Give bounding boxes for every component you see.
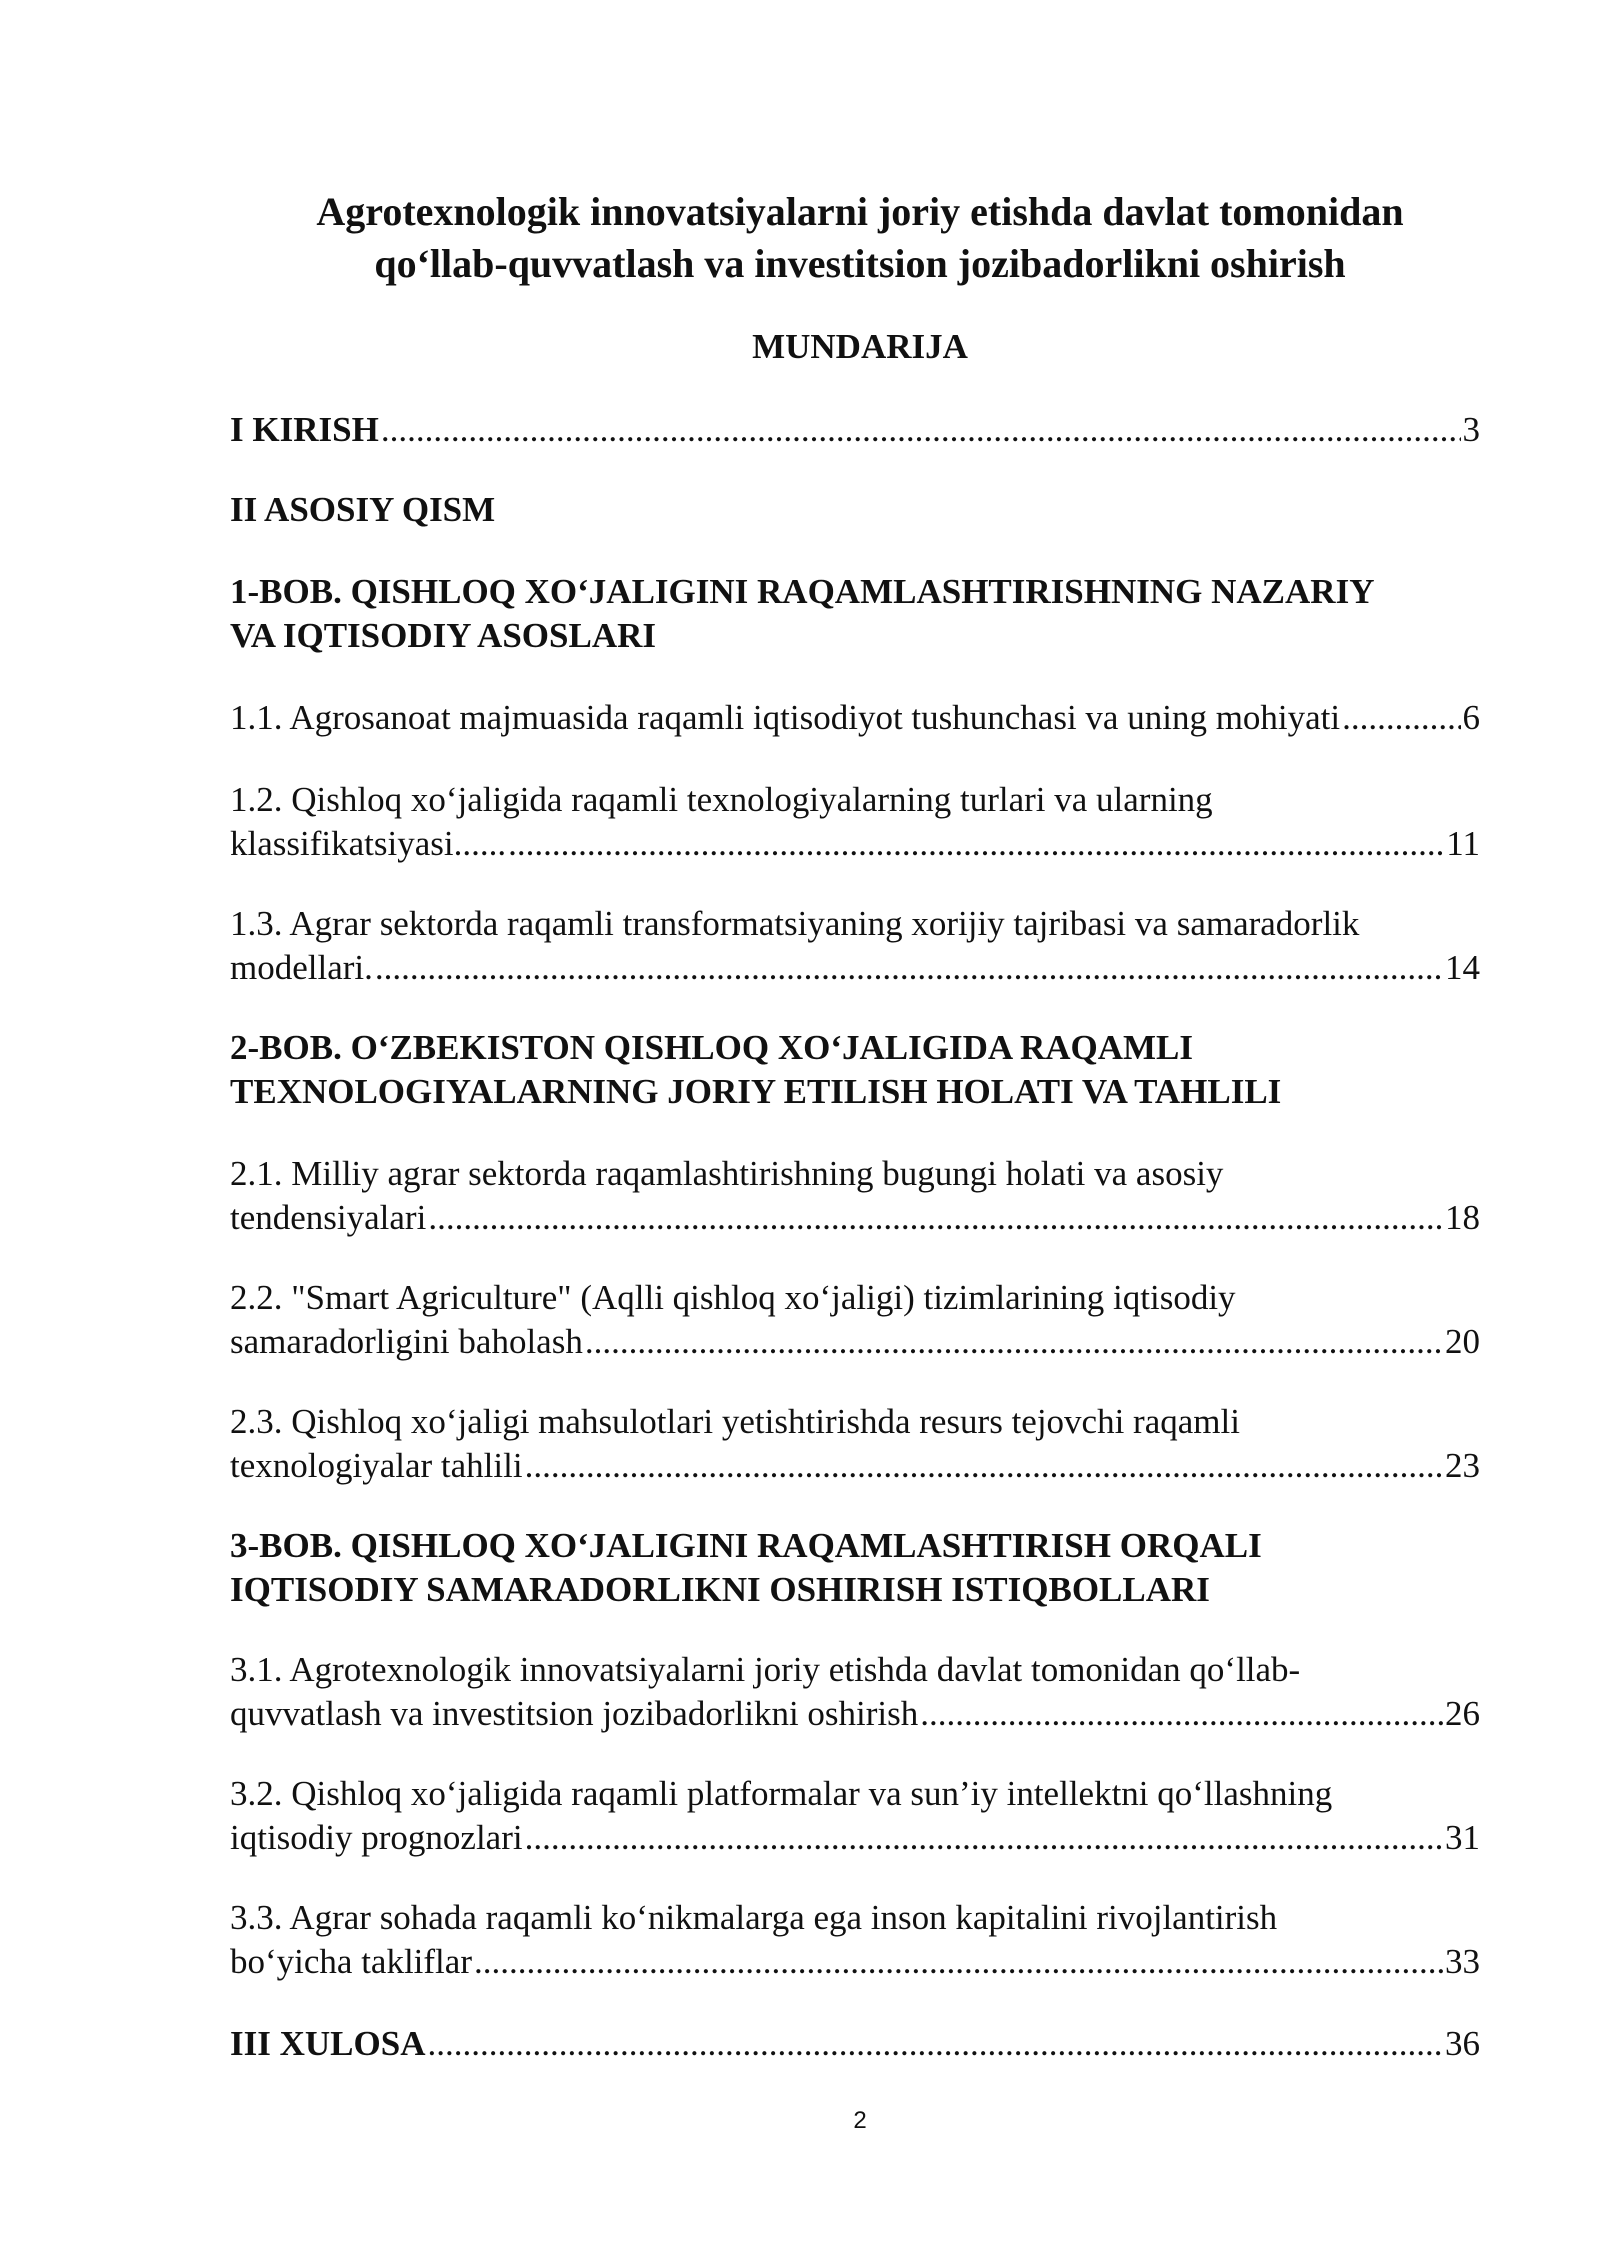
toc-entry-3-1-line-1: 3.1. Agrotexnologik innovatsiyalarni joriy etishda davlat tomonidan qo‘llab- bbox=[230, 1650, 1301, 1689]
dot-leader bbox=[508, 822, 1444, 866]
toc-page-number: 20 bbox=[1445, 1322, 1480, 1361]
toc-entry-2-2[interactable] bbox=[230, 1320, 1480, 1364]
toc-entry-label: I KIRISH bbox=[230, 410, 379, 449]
toc-entry-3-3-line-1: 3.3. Agrar sohada raqamli ko‘nikmalarga ega inson kapitalini rivojlantirish bbox=[230, 1898, 1278, 1937]
document-title bbox=[200, 186, 1520, 290]
chapter-2-heading-line-1: 2-BOB. O‘ZBEKISTON QISHLOQ XO‘JALIGIDA RAQAMLI bbox=[230, 1028, 1193, 1067]
toc-page-number: 3 bbox=[1462, 410, 1480, 449]
toc-entry-1-2-line-1: 1.2. Qishloq xo‘jaligida raqamli texnologiyalarning turlari va ularning bbox=[230, 780, 1213, 819]
toc-entry-label: samaradorligini baholash bbox=[230, 1322, 583, 1361]
toc-entry-label: III XULOSA bbox=[230, 2024, 426, 2063]
toc-entry-label: quvvatlash va investitsion jozibadorlikni oshirish bbox=[230, 1694, 919, 1733]
dot-leader bbox=[525, 1816, 1443, 1860]
toc-entry-3-3[interactable] bbox=[230, 1940, 1480, 1984]
toc-entry-2-3[interactable] bbox=[230, 1444, 1480, 1488]
toc-page-number: 11 bbox=[1446, 824, 1480, 863]
chapter-1-heading-line-2: VA IQTISODIY ASOSLARI bbox=[230, 616, 656, 655]
chapter-3-heading-line-1: 3-BOB. QISHLOQ XO‘JALIGINI RAQAMLASHTIRISH ORQALI bbox=[230, 1526, 1262, 1565]
toc-section-asosiy: II ASOSIY QISM bbox=[230, 490, 496, 529]
dot-leader bbox=[375, 946, 1443, 990]
dot-leader bbox=[427, 2022, 1443, 2066]
dot-leader bbox=[920, 1692, 1443, 1736]
title-line-1: Agrotexnologik innovatsiyalarni joriy etishda davlat tomonidan bbox=[316, 189, 1404, 234]
toc-entry-label: modellari. bbox=[230, 948, 373, 987]
dot-leader bbox=[428, 1196, 1443, 1240]
toc-page-number: 36 bbox=[1445, 2024, 1480, 2063]
toc-entry-3-2[interactable] bbox=[230, 1816, 1480, 1860]
dot-leader bbox=[525, 1444, 1443, 1488]
chapter-3-heading-line-2: IQTISODIY SAMARADORLIKNI OSHIRISH ISTIQBOLLARI bbox=[230, 1570, 1210, 1609]
toc-entry-label: iqtisodiy prognozlari bbox=[230, 1818, 523, 1857]
toc-page-number: 6 bbox=[1462, 698, 1480, 737]
toc-entry-label: bo‘yicha takliflar bbox=[230, 1942, 472, 1981]
toc-page-number: 23 bbox=[1445, 1446, 1480, 1485]
toc-page-number: 33 bbox=[1445, 1942, 1480, 1981]
dot-leader bbox=[585, 1320, 1443, 1364]
toc-entry-xulosa[interactable] bbox=[230, 2022, 1480, 2066]
toc-entry-kirish[interactable] bbox=[230, 408, 1480, 452]
dot-leader bbox=[474, 1940, 1443, 1984]
dot-leader bbox=[381, 408, 1461, 452]
toc-page-number: 18 bbox=[1445, 1198, 1480, 1237]
toc-entry-3-2-line-1: 3.2. Qishloq xo‘jaligida raqamli platformalar va sun’iy intellektni qo‘llashning bbox=[230, 1774, 1333, 1813]
toc-entry-label: 1.1. Agrosanoat majmuasida raqamli iqtisodiyot tushunchasi va uning mohiyati bbox=[230, 698, 1341, 737]
toc-entry-2-2-line-1: 2.2. "Smart Agriculture" (Aqlli qishloq xo‘jaligi) tizimlarining iqtisodiy bbox=[230, 1278, 1236, 1317]
toc-entry-2-3-line-1: 2.3. Qishloq xo‘jaligi mahsulotlari yetishtirishda resurs tejovchi raqamli bbox=[230, 1402, 1240, 1441]
toc-page-number: 26 bbox=[1445, 1694, 1480, 1733]
dot-leader bbox=[1342, 696, 1460, 740]
toc-entry-1-2[interactable] bbox=[230, 822, 1480, 866]
toc-entry-1-3[interactable] bbox=[230, 946, 1480, 990]
chapter-2-heading-line-2: TEXNOLOGIYALARNING JORIY ETILISH HOLATI VA TAHLILI bbox=[230, 1072, 1282, 1111]
toc-entry-label: texnologiyalar tahlili bbox=[230, 1446, 523, 1485]
toc-entry-1-1[interactable] bbox=[230, 696, 1480, 740]
toc-entry-2-1-line-1: 2.1. Milliy agrar sektorda raqamlashtirishning bugungi holati va asosiy bbox=[230, 1154, 1224, 1193]
page-number: 2 bbox=[853, 2107, 867, 2134]
toc-entry-2-1[interactable] bbox=[230, 1196, 1480, 1240]
chapter-1-heading-line-1: 1-BOB. QISHLOQ XO‘JALIGINI RAQAMLASHTIRISHNING NAZARIY bbox=[230, 572, 1375, 611]
toc-entry-1-3-line-1: 1.3. Agrar sektorda raqamli transformatsiyaning xorijiy tajribasi va samaradorlik bbox=[230, 904, 1360, 943]
toc-entry-3-1[interactable] bbox=[230, 1692, 1480, 1736]
toc-heading: MUNDARIJA bbox=[752, 327, 968, 366]
title-line-2: qo‘llab-quvvatlash va investitsion jozibadorlikni oshirish bbox=[374, 241, 1346, 286]
toc-entry-label: klassifikatsiyasi...... bbox=[230, 824, 507, 863]
toc-page-number: 14 bbox=[1445, 948, 1480, 987]
toc-entry-label: tendensiyalari bbox=[230, 1198, 427, 1237]
toc-page-number: 31 bbox=[1445, 1818, 1480, 1857]
